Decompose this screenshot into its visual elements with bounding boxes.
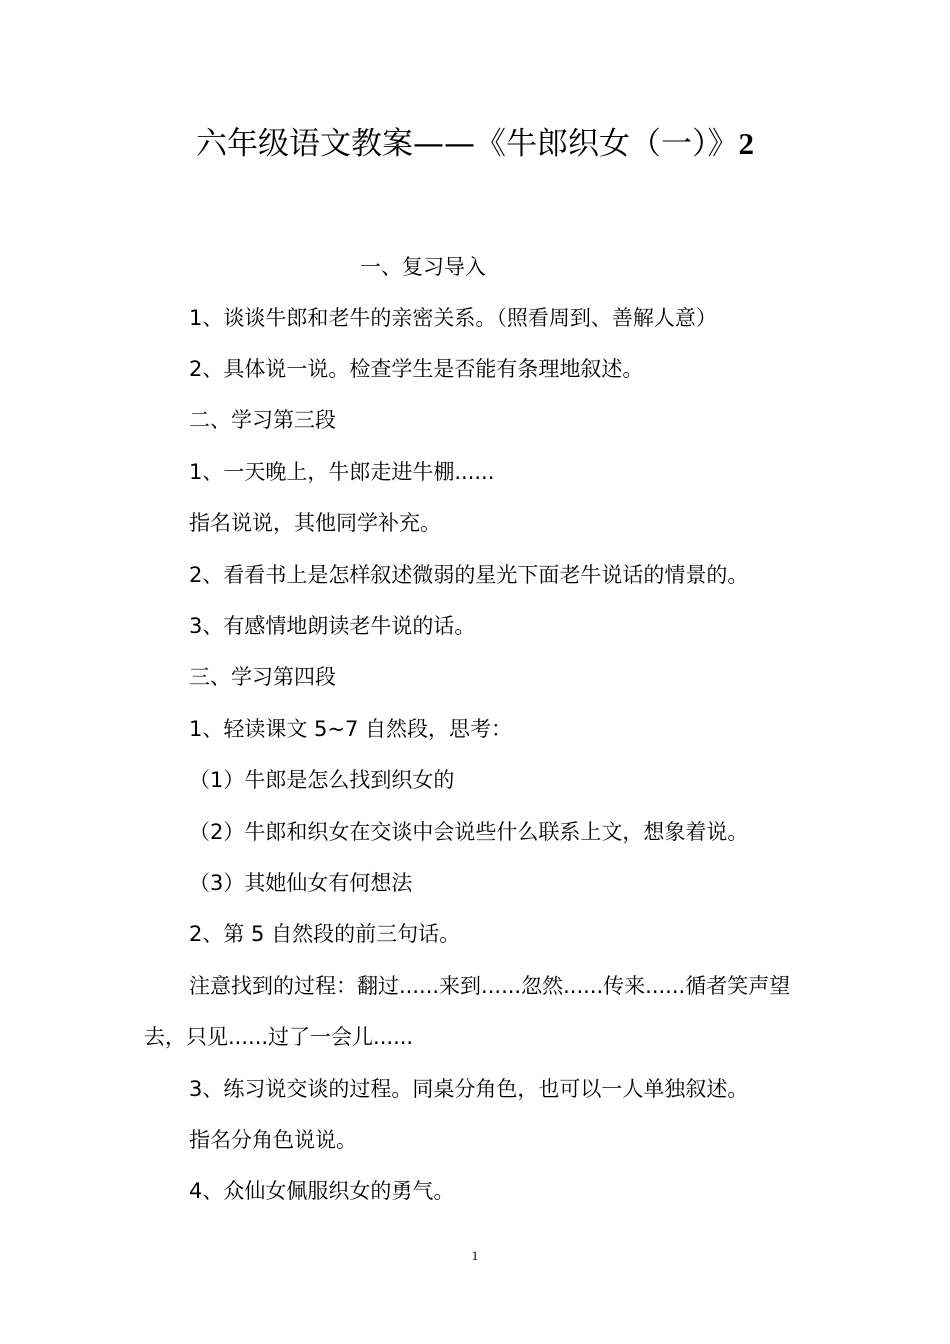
paragraph-continuation: 去，只见......过了一会儿...... (144, 1025, 414, 1049)
title-text: 六年级语文教案——《牛郎织女（一）》 (196, 126, 739, 162)
section-heading-part4: 三、学习第四段 (189, 665, 336, 689)
paragraph: 3、练习说交谈的过程。同桌分角色，也可以一人单独叙述。 (189, 1077, 749, 1101)
document-title (0, 122, 950, 166)
title-number: 2 (738, 126, 754, 161)
paragraph: 1、谈谈牛郎和老牛的亲密关系。（照看周到、善解人意） (189, 306, 717, 330)
question-item: （2）牛郎和织女在交谈中会说些什么联系上文，想象着说。 (189, 820, 749, 844)
paragraph: 2、第 5 自然段的前三句话。 (189, 922, 461, 946)
question-item: （1）牛郎是怎么找到织女的 (189, 768, 455, 792)
section-heading-part3: 二、学习第三段 (189, 408, 336, 432)
paragraph: 指名说说，其他同学补充。 (189, 511, 441, 535)
paragraph: 指名分角色说说。 (189, 1128, 357, 1152)
paragraph: 1、轻读课文 5~7 自然段，思考： (189, 717, 513, 741)
paragraph: 2、看看书上是怎样叙述微弱的星光下面老牛说话的情景的。 (189, 563, 749, 587)
paragraph: 4、众仙女佩服织女的勇气。 (189, 1179, 455, 1203)
paragraph: 3、有感情地朗读老牛说的话。 (189, 614, 476, 638)
section-heading-review: 一、复习导入 (360, 255, 486, 279)
question-item: （3）其她仙女有何想法 (189, 871, 413, 895)
page-number: 1 (471, 1248, 479, 1263)
paragraph: 1、一天晚上，牛郎走进牛棚...... (189, 460, 495, 484)
paragraph: 2、具体说一说。检查学生是否能有条理地叙述。 (189, 357, 644, 381)
paragraph: 注意找到的过程：翻过......来到......忽然......传来......循者笑声望 (189, 974, 791, 998)
